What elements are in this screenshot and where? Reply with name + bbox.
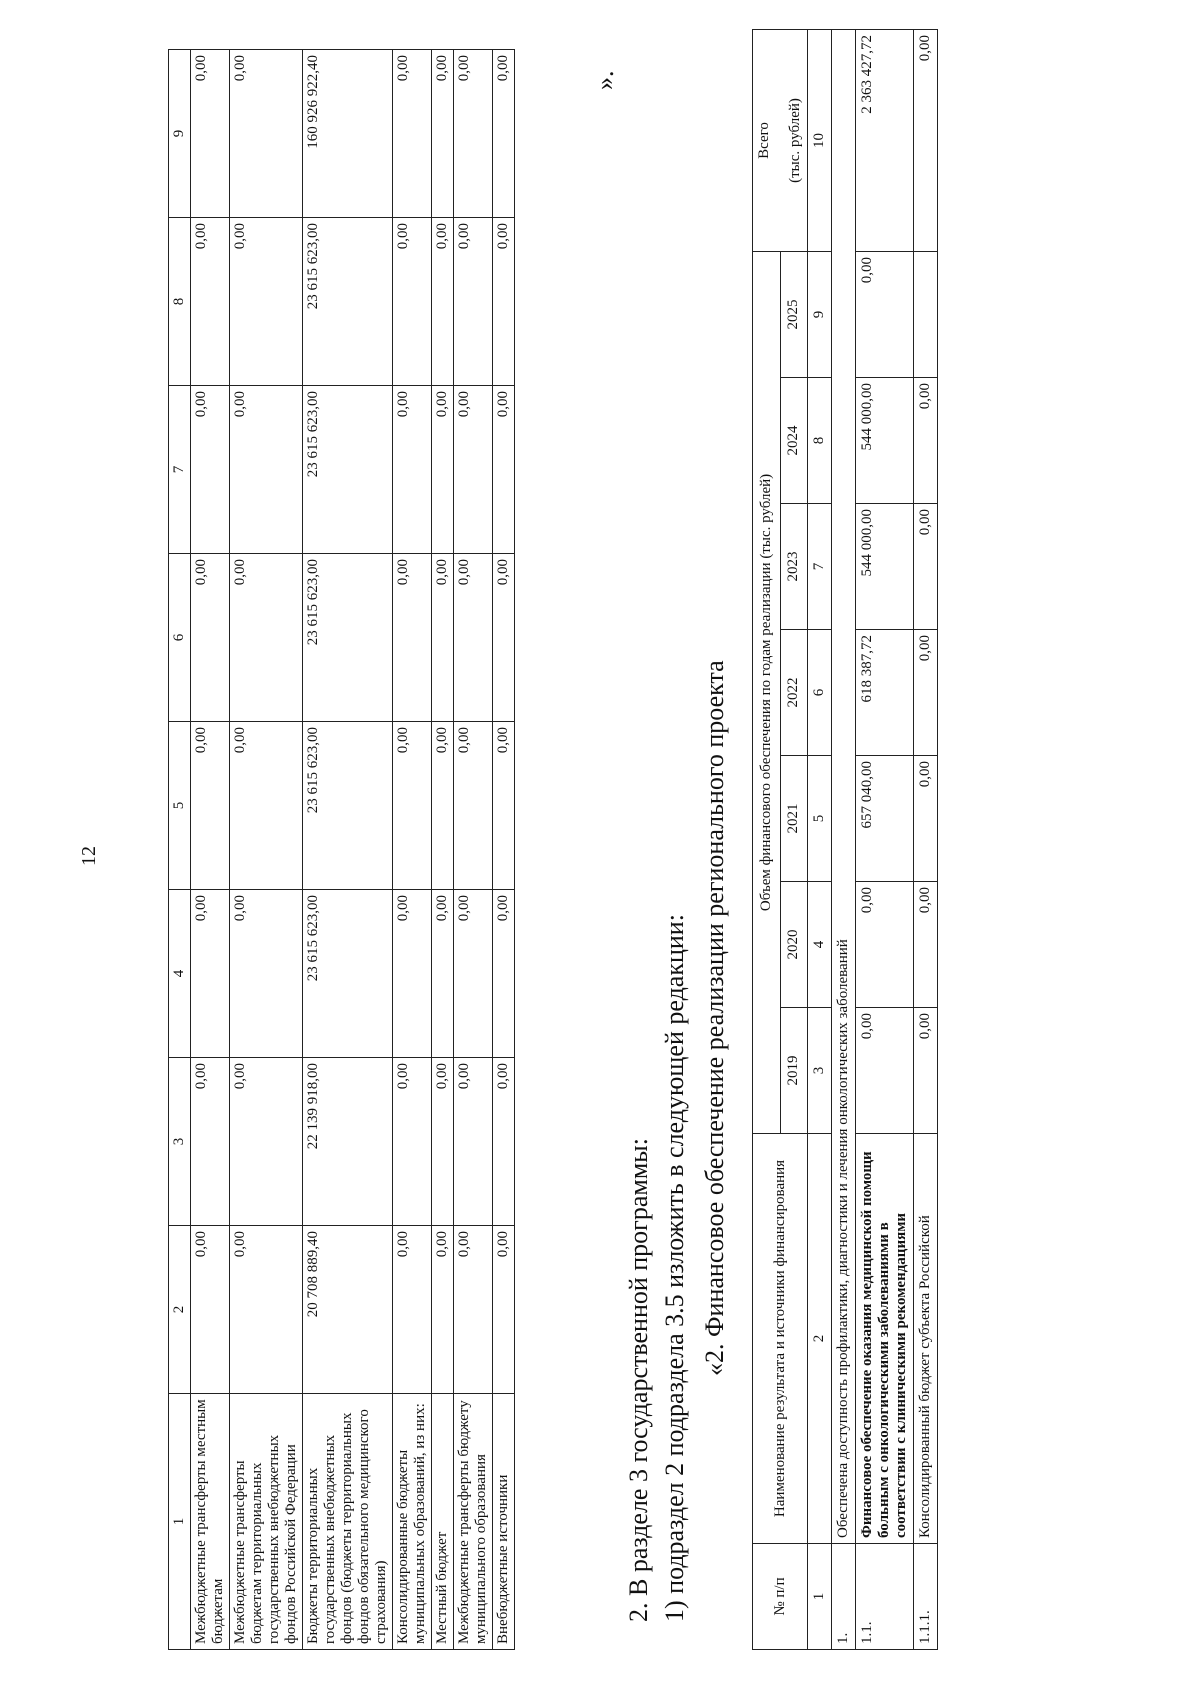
cell-value: 618 387,72 [856,630,914,756]
cell-value: 0,00 [914,630,938,756]
row-label: Бюджеты территориальных государственных внебюджетных фондов (бюджеты территориальных фондов обязательного медицинского страхования) [303,1394,393,1650]
cell-value: 0,00 [493,554,515,722]
cell-value: 0,00 [432,386,454,554]
cell-value: 657 040,00 [856,756,914,882]
cell-value: 0,00 [432,1226,454,1394]
cell-value: 23 615 623,00 [303,722,393,890]
cell-value: 544 000,00 [856,504,914,630]
table-row [856,29,914,1649]
column-number: 5 [169,722,191,890]
column-header-year: 2024 [780,378,808,504]
table-row [303,50,393,1650]
row-label: Местный бюджет [432,1394,454,1650]
column-header-years-group: Объем финансового обеспечения по годам реализации (тыс. рублей) [753,251,781,1133]
cell-value: 0,00 [454,218,493,386]
row-number: 1. [832,1544,856,1650]
column-header-total [753,29,808,251]
cell-value: 0,00 [393,218,432,386]
column-number: 3 [808,1008,832,1134]
column-header-year: 2022 [780,630,808,756]
cell-value: 0,00 [856,1008,914,1134]
cell-value: 0,00 [454,50,493,218]
table-row [454,50,493,1650]
cell-value: 0,00 [191,50,230,218]
instruction-line: 2. В разделе 3 государственной программы: [624,1138,653,1622]
cell-value: 0,00 [191,1058,230,1226]
cell-value: 2 363 427,72 [856,29,914,251]
row-label: Консолидированный бюджет субъекта Российской [914,1134,938,1544]
column-header-year: 2020 [780,882,808,1008]
column-number: 5 [808,756,832,882]
cell-value: 23 615 623,00 [303,218,393,386]
column-number: 10 [808,29,832,251]
cell-value: 0,00 [393,1226,432,1394]
cell-value: 0,00 [914,1008,938,1134]
cell-value: 0,00 [393,50,432,218]
cell-value: 0,00 [230,722,303,890]
cell-value: 0,00 [493,386,515,554]
cell-value: 0,00 [432,1058,454,1226]
table-row [914,29,938,1649]
cell-value: 22 139 918,00 [303,1058,393,1226]
column-number: 7 [808,504,832,630]
cell-value: 0,00 [230,1058,303,1226]
table-row [191,50,230,1650]
total-label: Всего [756,122,772,159]
column-number: 8 [169,218,191,386]
funding-sources-table [168,49,515,1650]
cell-value: 0,00 [454,1226,493,1394]
column-number: 9 [169,50,191,218]
table-header-row [169,50,191,1650]
cell-value: 23 615 623,00 [303,386,393,554]
cell-value: 0,00 [914,756,938,882]
table-row [832,29,856,1649]
cell-value: 0,00 [230,50,303,218]
cell-value: 0,00 [393,386,432,554]
column-header-year: 2019 [780,1008,808,1134]
column-number: 4 [169,890,191,1058]
column-header-year: 2021 [780,756,808,882]
table-row [432,50,454,1650]
column-number: 6 [808,630,832,756]
cell-value: 0,00 [856,251,914,377]
column-number: 1 [169,1394,191,1650]
cell-value: 0,00 [432,890,454,1058]
cell-value: 0,00 [230,386,303,554]
cell-value: 0,00 [393,1058,432,1226]
column-header-name: Наименование результата и источники финансирования [753,1134,808,1544]
cell-value: 0,00 [432,554,454,722]
cell-value: 0,00 [493,890,515,1058]
column-number: 4 [808,882,832,1008]
cell-value: 544 000,00 [856,378,914,504]
row-label: Внебюджетные источники [493,1394,515,1650]
cell-value: 0,00 [914,882,938,1008]
closing-quote: ». [590,70,619,90]
column-number: 6 [169,554,191,722]
table-row [493,50,515,1650]
column-number: 2 [169,1226,191,1394]
cell-value: 0,00 [230,218,303,386]
cell-value: 0,00 [191,890,230,1058]
cell-value: 0,00 [914,378,938,504]
cell-value: 0,00 [493,722,515,890]
column-number: 7 [169,386,191,554]
cell-value: 0,00 [454,890,493,1058]
row-number: 1.1. [856,1544,914,1650]
cell-value: 23 615 623,00 [303,890,393,1058]
table-header-row [753,29,781,1649]
row-number: 1.1.1. [914,1544,938,1650]
cell-value: 23 615 623,00 [303,554,393,722]
cell-value: 0,00 [191,386,230,554]
row-label: Межбюджетные трансферты бюджету муниципального образования [454,1394,493,1650]
column-number: 2 [808,1134,832,1544]
column-number: 1 [808,1544,832,1650]
column-number: 9 [808,251,832,377]
cell-value: 0,00 [393,890,432,1058]
row-label: Консолидированные бюджеты муниципальных образований, из них: [393,1394,432,1650]
cell-value: 0,00 [432,722,454,890]
instruction-line: 1) подраздел 2 подраздела 3.5 изложить в следующей редакции: [660,914,689,1622]
column-header-year: 2023 [780,504,808,630]
cell-value: 20 708 889,40 [303,1226,393,1394]
table-row [393,50,432,1650]
total-unit: (тыс. рублей) [787,98,803,183]
row-label: Финансовое обеспечение оказания медицинской помощи больным с онкологическими заболеваниями в соответствии с клиническими рекомендациями [856,1134,914,1544]
cell-value: 0,00 [454,722,493,890]
cell-value: 0,00 [230,1226,303,1394]
cell-value: 0,00 [432,218,454,386]
cell-value: 0,00 [230,554,303,722]
page-number: 12 [78,846,100,866]
table-column-number-row [808,29,832,1649]
cell-value: 0,00 [454,1058,493,1226]
column-header-year: 2025 [780,251,808,377]
cell-value [914,251,938,377]
cell-value: 0,00 [230,890,303,1058]
row-label: Обеспечена доступность профилактики, диагностики и лечения онкологических заболеваний [832,29,856,1543]
regional-project-funding-table [752,29,938,1650]
cell-value: 0,00 [914,504,938,630]
row-label: Межбюджетные трансферты бюджетам территориальных государственных внебюджетных фондов Российской Федерации [230,1394,303,1650]
cell-value: 0,00 [191,1226,230,1394]
cell-value: 0,00 [493,218,515,386]
cell-value: 0,00 [393,554,432,722]
cell-value: 0,00 [432,50,454,218]
column-number: 8 [808,378,832,504]
column-number: 3 [169,1058,191,1226]
cell-value: 0,00 [493,1058,515,1226]
cell-value: 0,00 [454,386,493,554]
section-heading: «2. Финансовое обеспечение реализации регионального проекта [700,660,729,1376]
cell-value: 0,00 [191,722,230,890]
cell-value: 0,00 [454,554,493,722]
cell-value: 0,00 [856,882,914,1008]
cell-value: 0,00 [493,50,515,218]
cell-value: 0,00 [393,722,432,890]
cell-value: 0,00 [493,1226,515,1394]
row-label: Межбюджетные трансферты местным бюджетам [191,1394,230,1650]
table-row [230,50,303,1650]
cell-value: 0,00 [914,29,938,251]
cell-value: 0,00 [191,554,230,722]
cell-value: 0,00 [191,218,230,386]
cell-value: 160 926 922,40 [303,50,393,218]
column-header-number: № п/п [753,1544,808,1650]
